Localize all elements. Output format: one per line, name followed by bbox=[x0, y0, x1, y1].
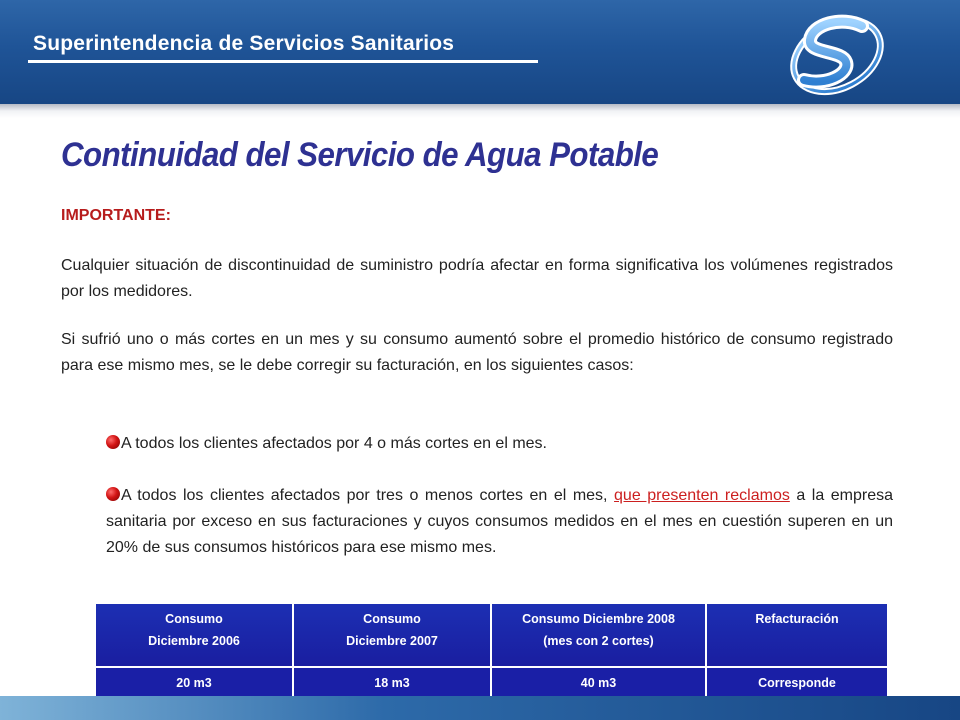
header-line: Diciembre 2006 bbox=[148, 634, 240, 648]
header-line: Diciembre 2007 bbox=[346, 634, 438, 648]
header-cell-dec-2006 bbox=[95, 603, 293, 667]
org-title: Superintendencia de Servicios Sanitarios bbox=[33, 32, 455, 55]
bullet-text-pre: A todos los clientes afectados por tres o menos cortes en el mes, bbox=[121, 487, 615, 504]
header-cell-dec-2007 bbox=[293, 603, 491, 667]
header-shadow bbox=[0, 104, 960, 118]
red-bullet-icon bbox=[106, 487, 120, 501]
slide-title: Continuidad del Servicio de Agua Potable bbox=[61, 136, 659, 174]
footer-band bbox=[0, 696, 960, 720]
header-divider bbox=[28, 60, 538, 63]
bullet-text: A todos los clientes afectados por 4 o más cortes en el mes. bbox=[121, 435, 547, 452]
consumption-table bbox=[94, 602, 889, 700]
table-cell: Corresponde bbox=[706, 667, 888, 699]
header-line: Consumo bbox=[363, 612, 421, 626]
table-header-row bbox=[95, 603, 888, 667]
table-row bbox=[95, 667, 888, 699]
bullet-item-three-or-less-cuts bbox=[106, 483, 893, 561]
header-line: Consumo Diciembre 2008 bbox=[522, 612, 675, 626]
sss-logo-icon bbox=[782, 10, 892, 98]
table-cell: 20 m3 bbox=[95, 667, 293, 699]
header-cell-dec-2008 bbox=[491, 603, 706, 667]
table-cell: 18 m3 bbox=[293, 667, 491, 699]
paragraph-billing-correction: Si sufrió uno o más cortes en un mes y su consumo aumentó sobre el promedio histórico de consumo registrado para ese mismo mes, se le debe corregir su facturación, en los siguientes casos: bbox=[61, 331, 893, 374]
complaints-link[interactable]: que presenten reclamos bbox=[614, 487, 790, 504]
red-bullet-icon bbox=[106, 435, 120, 449]
header-cell-refacturacion bbox=[706, 603, 888, 667]
bullet-text-post: a la empresa sanitaria por exceso en sus facturaciones y cuyos consumos medidos en el mes en cuestión superen en un 20% de sus consumos históricos para ese mismo mes. bbox=[106, 487, 894, 556]
header-line: Refacturación bbox=[755, 612, 839, 626]
bullet-item-four-cuts bbox=[106, 431, 893, 457]
important-label: IMPORTANTE: bbox=[61, 207, 171, 224]
table-cell: 40 m3 bbox=[491, 667, 706, 699]
header-line: (mes con 2 cortes) bbox=[543, 634, 654, 648]
header-line: Consumo bbox=[165, 612, 223, 626]
header-banner bbox=[0, 0, 960, 104]
paragraph-discontinuity: Cualquier situación de discontinuidad de suministro podría afectar en forma significativa los volúmenes registrados por los medidores. bbox=[61, 257, 893, 300]
